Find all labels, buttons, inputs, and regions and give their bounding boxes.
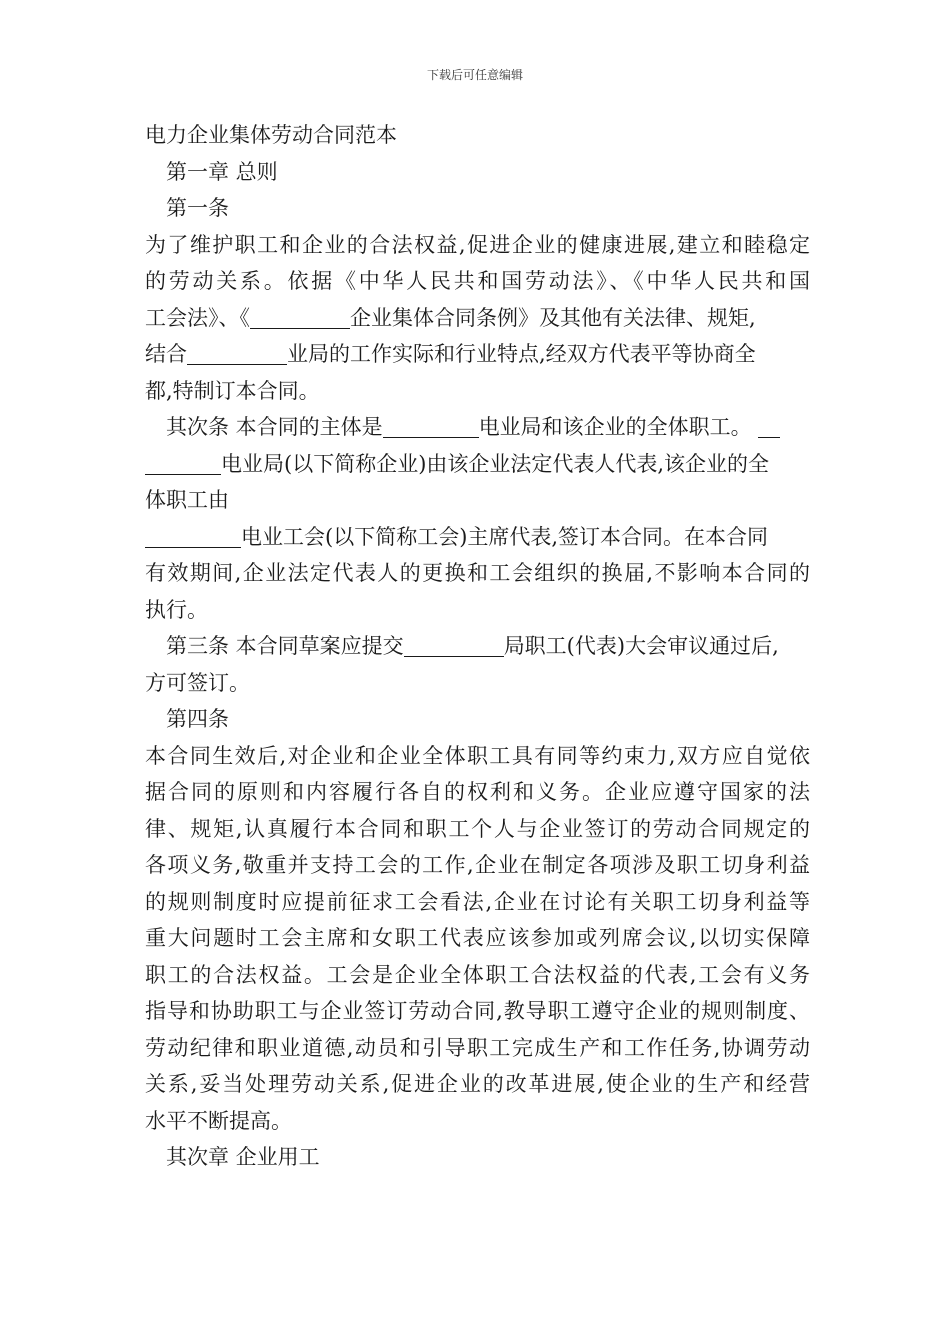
paragraph-line: 为了维护职工和企业的合法权益,促进企业的健康进展,建立和睦稳定 <box>145 232 810 257</box>
fill-blank <box>758 414 780 438</box>
paragraph-line: 水平不断提高。 <box>145 1108 292 1133</box>
paragraph-line: 本合同生效后,对企业和企业全体职工具有同等约束力,双方应自觉依 <box>145 743 810 768</box>
fill-blank <box>145 451 221 475</box>
paragraph-line: 劳动纪律和职业道德,动员和引导职工完成生产和工作任务,协调劳动 <box>145 1035 810 1060</box>
paragraph-line: 指导和协助职工与企业签订劳动合同,教导职工遵守企业的规则制度、 <box>145 999 810 1023</box>
text-segment: 电业工会(以下简称工会)主席代表,签订本合同。在本合同 <box>241 524 769 549</box>
paragraph-line: 方可签订。 <box>145 670 250 695</box>
paragraph-line <box>145 409 810 446</box>
paragraph-line: 都,特制订本合同。 <box>145 378 320 403</box>
text-segment: 局职工(代表)大会审议通过后, <box>503 634 779 658</box>
text-segment: 电业局和该企业的全体职工。 <box>478 415 752 439</box>
paragraph-line: 职工的合法权益。工会是企业全体职工合法权益的代表,工会有义务 <box>145 962 810 987</box>
paragraph-line: 有效期间,企业法定代表人的更换和工会组织的换届,不影响本合同的 <box>145 561 810 585</box>
paragraph-line: 各项义务,敬重并支持工会的工作,企业在制定各项涉及职工切身利益 <box>145 853 810 877</box>
paragraph-line: 执行。 <box>145 597 208 622</box>
text-segment: 其次条 本合同的主体是 <box>166 415 383 439</box>
paragraph-line <box>145 336 810 373</box>
chapter-heading: 其次章 企业用工 <box>166 1145 320 1169</box>
text-segment: 业局的工作实际和行业特点,经双方代表平等协商全 <box>287 342 756 366</box>
paragraph-line: 体职工由 <box>145 488 229 512</box>
fill-blank <box>145 524 241 548</box>
fill-blank <box>187 341 287 365</box>
paragraph-line: 关系,妥当处理劳动关系,促进企业的改革进展,使企业的生产和经营 <box>145 1072 810 1096</box>
fill-blank <box>383 414 479 438</box>
paragraph-line: 律、规矩,认真履行本合同和职工个人与企业签订的劳动合同规定的 <box>145 816 810 841</box>
text-segment: 工会法》、《 <box>145 305 250 330</box>
document-title: 电力企业集体劳动合同范本 <box>145 123 397 147</box>
paragraph-line <box>145 519 810 556</box>
paragraph-line: 的劳动关系。依据《中华人民共和国劳动法》、《中华人民共和国 <box>145 269 810 293</box>
article-label: 第四条 <box>166 707 229 731</box>
paragraph-line: 据合同的原则和内容履行各自的权利和义务。企业应遵守国家的法 <box>145 780 810 804</box>
paragraph-line <box>145 300 810 337</box>
text-segment: 电业局(以下简称企业)由该企业法定代表人代表,该企业的全 <box>221 451 770 476</box>
paragraph-line <box>145 628 810 665</box>
paragraph-line <box>145 446 810 483</box>
article-4-paragraph <box>145 738 810 1103</box>
chapter-heading: 第一章 总则 <box>166 159 278 184</box>
paragraph-line: 重大问题时工会主席和女职工代表应该参加或列席会议,以切实保障 <box>145 926 810 950</box>
text-segment: 第三条 本合同草案应提交 <box>166 634 404 658</box>
fill-blank <box>250 305 350 329</box>
text-segment: 结合 <box>145 342 187 366</box>
paragraph-line: 的规则制度时应提前征求工会看法,企业在讨论有关职工切身利益等 <box>145 889 810 914</box>
text-segment: 企业集体合同条例》及其他有关法律、规矩, <box>350 305 756 330</box>
document-body <box>145 117 810 1176</box>
fill-blank <box>404 633 504 657</box>
header-note: 下载后可任意编辑 <box>426 68 523 82</box>
article-label: 第一条 <box>166 196 229 220</box>
